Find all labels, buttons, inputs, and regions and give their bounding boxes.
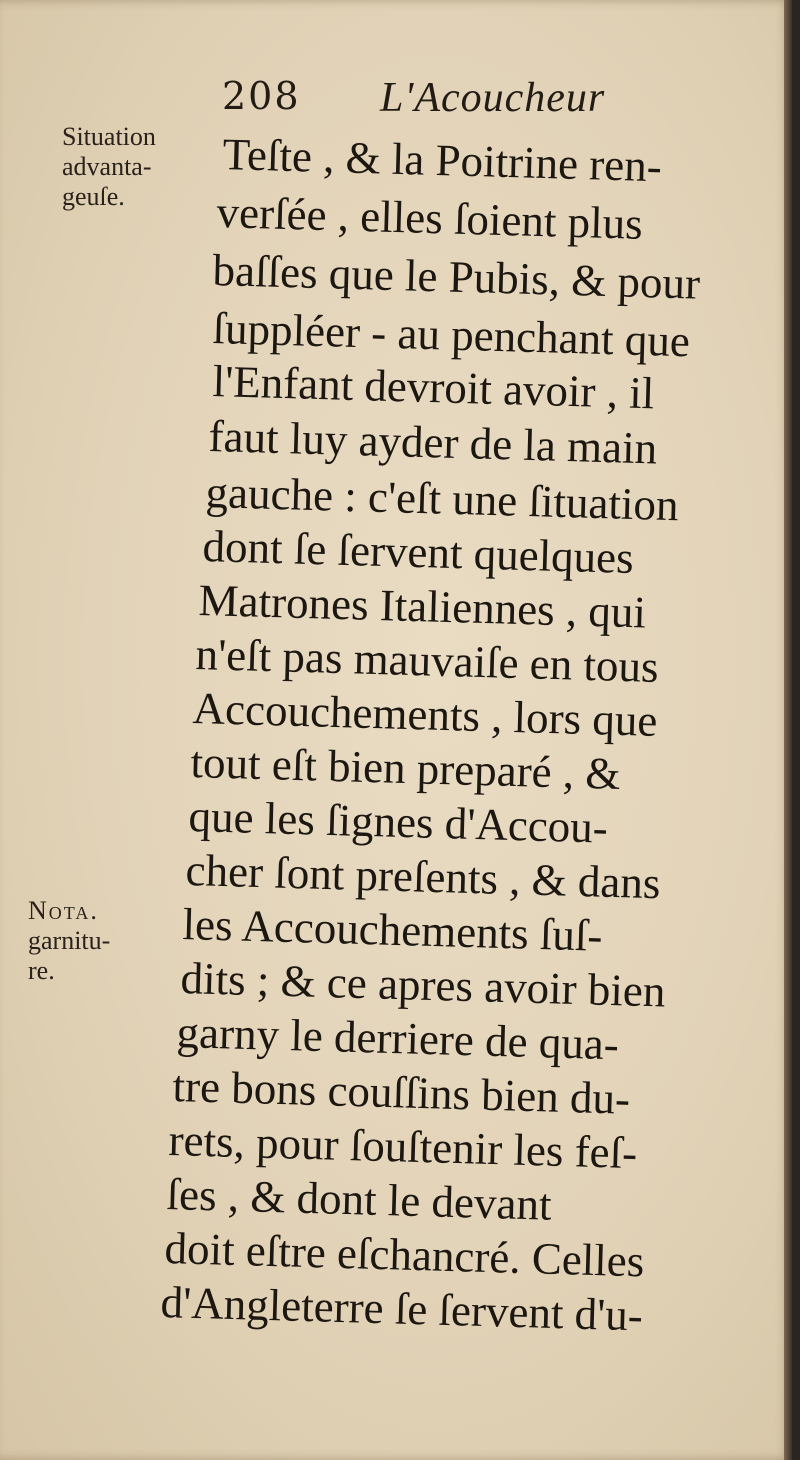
margin-note-line: Nota. (28, 896, 99, 925)
body-line: l'Enfant devroit avoir , il (212, 356, 656, 419)
body-line: dits ; & ce apres avoir bien (180, 953, 667, 1017)
body-line: d'Angleterre ſe ſervent d'u- (160, 1277, 644, 1341)
body-line: dont ſe ſervent quelques (202, 521, 635, 584)
margin-note-line: geuſe. (62, 182, 125, 211)
body-line: faut luy ayder de la main (208, 411, 658, 474)
running-head: L'Acoucheur (380, 75, 606, 121)
body-line: ſuppléer - au penchant que (212, 303, 691, 367)
body-line: les Accouchements ſuſ- (182, 899, 604, 961)
body-line: cher ſont preſents , & dans (185, 845, 662, 909)
body-line: rets, pour ſouſtenir les feſ- (168, 1115, 638, 1179)
body-line: garny le derriere de qua- (176, 1007, 620, 1070)
body-line: n'eſt pas mauvaiſe en tous (195, 629, 660, 692)
body-line: Matrones Italiennes , qui (198, 575, 647, 638)
margin-note-line: Situation (62, 122, 156, 151)
body-line: tre bons couſſins bien du- (172, 1061, 631, 1124)
margin-note-line: garnitu- (28, 926, 111, 955)
body-line: ſes , & dont le devant (166, 1169, 553, 1230)
margin-note-line: re. (28, 956, 55, 985)
body-line: Accouchements , lors que (192, 683, 659, 746)
page-number: 208 (222, 74, 301, 118)
body-line: tout eſt bien preparé , & (190, 737, 622, 800)
body-line: doit eſtre eſchancré. Celles (164, 1223, 646, 1287)
body-line: Teſte , & la Poitrine ren- (222, 129, 663, 192)
body-line: baſſes que le Pubis, & pour (212, 245, 701, 309)
margin-note-line: advanta- (62, 152, 152, 181)
body-line: gauche : c'eſt une ſituation (205, 467, 680, 531)
body-line: que les ſignes d'Accou- (188, 791, 609, 853)
body-line: verſée , elles ſoient plus (216, 187, 644, 249)
